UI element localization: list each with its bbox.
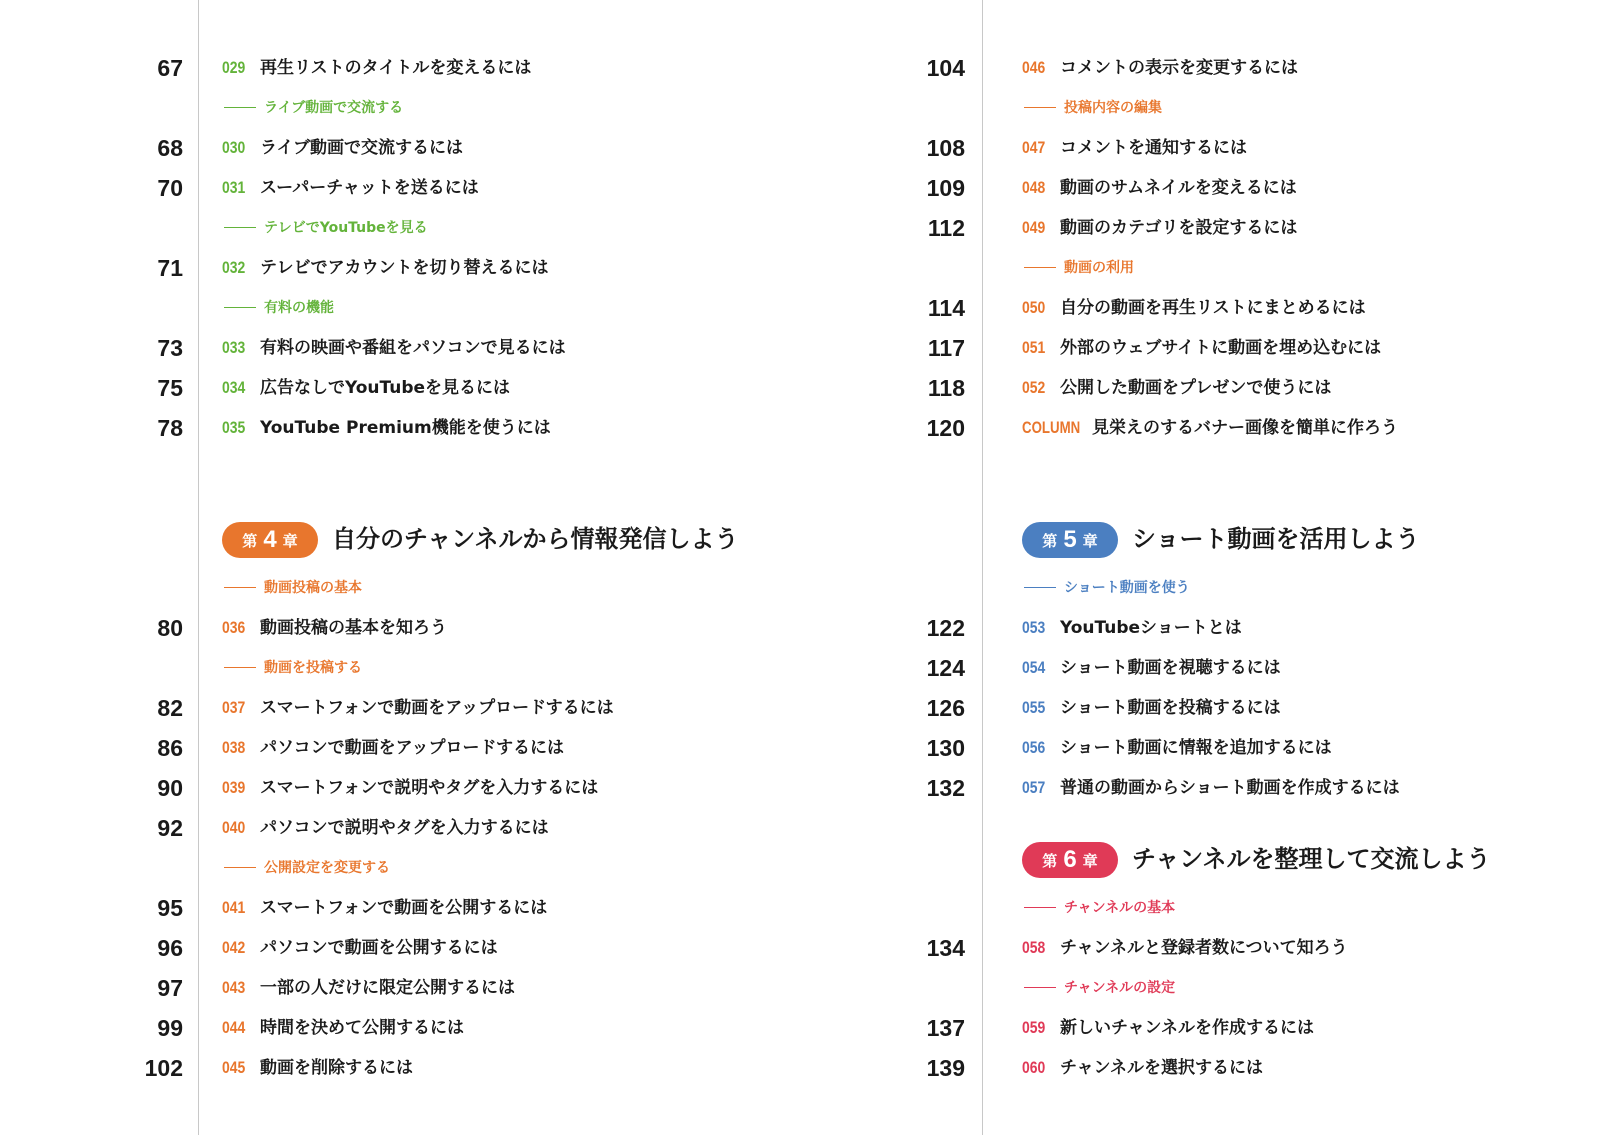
toc-entry[interactable] xyxy=(790,648,1590,688)
section-dash xyxy=(1024,987,1056,988)
section-heading xyxy=(0,88,780,128)
toc-entry[interactable] xyxy=(0,128,780,168)
item-title: 動画のカテゴリを設定するには xyxy=(1060,218,1298,238)
section-dash xyxy=(1024,587,1056,588)
page-number: 118 xyxy=(927,375,965,401)
chapter-badge xyxy=(222,522,318,558)
toc-entry[interactable] xyxy=(790,128,1590,168)
item-number: 051 xyxy=(1022,338,1046,357)
page-number: 67 xyxy=(157,55,183,81)
section-heading xyxy=(0,568,780,608)
page-number: 71 xyxy=(157,255,183,281)
toc-entry[interactable] xyxy=(0,1048,780,1088)
item-number: 036 xyxy=(222,618,246,637)
item-number: 047 xyxy=(1022,138,1046,157)
item-title: 公開した動画をプレゼンで使うには xyxy=(1060,378,1332,398)
toc-entry[interactable] xyxy=(0,368,780,408)
page-number: 126 xyxy=(926,695,965,721)
chapter-badge-suffix: 章 xyxy=(1082,851,1098,870)
toc-entry[interactable] xyxy=(0,608,780,648)
item-number: 038 xyxy=(222,738,246,757)
toc-entry[interactable] xyxy=(790,368,1590,408)
item-number: 035 xyxy=(222,418,246,437)
toc-entry[interactable] xyxy=(0,1008,780,1048)
section-title: 動画の利用 xyxy=(1064,260,1134,276)
item-title: 外部のウェブサイトに動画を埋め込むには xyxy=(1060,338,1382,358)
page-number: 124 xyxy=(926,655,965,681)
toc-entry[interactable] xyxy=(790,928,1590,968)
item-number: 040 xyxy=(222,818,246,837)
item-title: パソコンで説明やタグを入力するには xyxy=(260,818,549,838)
page-number: 137 xyxy=(926,1015,965,1041)
item-number: 033 xyxy=(222,338,246,357)
item-title: ショート動画を視聴するには xyxy=(1060,658,1281,678)
page-number: 134 xyxy=(926,935,965,961)
chapter-badge-suffix: 章 xyxy=(282,531,298,550)
page-number: 73 xyxy=(157,335,183,361)
item-title: YouTubeショートとは xyxy=(1060,618,1242,638)
chapter-badge-prefix: 第 xyxy=(242,531,258,550)
section-dash xyxy=(1024,267,1056,268)
item-number: 059 xyxy=(1022,1018,1046,1037)
chapter-number: 4 xyxy=(263,526,277,553)
toc-entry[interactable] xyxy=(790,288,1590,328)
item-number: 030 xyxy=(222,138,246,157)
section-heading xyxy=(790,968,1590,1008)
toc-entry[interactable] xyxy=(790,688,1590,728)
toc-entry[interactable] xyxy=(790,768,1590,808)
item-number: 042 xyxy=(222,938,246,957)
page-number: 82 xyxy=(157,695,183,721)
page-number: 70 xyxy=(157,175,183,201)
section-title: チャンネルの設定 xyxy=(1064,980,1176,996)
section-title: ショート動画を使う xyxy=(1064,580,1190,596)
section-title: 動画投稿の基本 xyxy=(264,580,362,596)
item-number: 058 xyxy=(1022,938,1046,957)
item-title: ショート動画を投稿するには xyxy=(1060,698,1281,718)
page-number: 102 xyxy=(144,1055,183,1081)
item-number: 044 xyxy=(222,1018,246,1037)
toc-right-column xyxy=(790,48,1590,1088)
page-number: 122 xyxy=(926,615,965,641)
item-number: 053 xyxy=(1022,618,1046,637)
toc-entry[interactable] xyxy=(0,888,780,928)
chapter-title: ショート動画を活用しよう xyxy=(1132,525,1420,553)
item-number: 034 xyxy=(222,378,246,397)
page-number: 109 xyxy=(926,175,965,201)
toc-entry[interactable] xyxy=(0,248,780,288)
page-number: 97 xyxy=(157,975,183,1001)
item-title: スーパーチャットを送るには xyxy=(260,178,479,198)
toc-entry[interactable] xyxy=(0,48,780,88)
toc-entry[interactable] xyxy=(790,48,1590,88)
chapter-badge xyxy=(1022,522,1118,558)
section-dash xyxy=(224,667,256,668)
item-title: スマートフォンで説明やタグを入力するには xyxy=(260,778,599,798)
section-dash xyxy=(224,867,256,868)
page-number: 86 xyxy=(157,735,183,761)
section-heading xyxy=(790,888,1590,928)
chapter-heading xyxy=(790,448,1590,568)
chapter-badge-prefix: 第 xyxy=(1042,531,1058,550)
item-number: 046 xyxy=(1022,58,1046,77)
item-title: 自分の動画を再生リストにまとめるには xyxy=(1060,298,1366,318)
item-title: テレビでアカウントを切り替えるには xyxy=(260,258,549,278)
toc-left-column xyxy=(0,48,780,1088)
item-number: 055 xyxy=(1022,698,1046,717)
item-title: スマートフォンで動画をアップロードするには xyxy=(260,698,614,718)
chapter-number: 5 xyxy=(1063,526,1077,553)
page-number: 108 xyxy=(926,135,965,161)
item-title: 再生リストのタイトルを変えるには xyxy=(260,58,532,78)
item-title: コメントの表示を変更するには xyxy=(1060,58,1298,78)
page-number: 90 xyxy=(157,775,183,801)
item-title: ライブ動画で交流するには xyxy=(260,138,463,158)
section-heading xyxy=(0,848,780,888)
item-number: 052 xyxy=(1022,378,1046,397)
section-heading xyxy=(0,288,780,328)
item-number: 048 xyxy=(1022,178,1046,197)
item-number: 031 xyxy=(222,178,246,197)
item-title: スマートフォンで動画を公開するには xyxy=(260,898,548,918)
item-title: 新しいチャンネルを作成するには xyxy=(1060,1018,1314,1038)
toc-entry[interactable] xyxy=(0,808,780,848)
page-number: 132 xyxy=(926,775,965,801)
chapter-title: チャンネルを整理して交流しよう xyxy=(1132,845,1491,873)
item-number: 049 xyxy=(1022,218,1046,237)
page-number: 80 xyxy=(157,615,183,641)
section-dash xyxy=(224,307,256,308)
chapter-heading xyxy=(790,808,1590,888)
section-dash xyxy=(224,107,256,108)
item-title: チャンネルと登録者数について知ろう xyxy=(1060,938,1348,958)
item-title: パソコンで動画をアップロードするには xyxy=(260,738,564,758)
item-title: 動画を削除するには xyxy=(260,1058,413,1078)
item-title: 時間を決めて公開するには xyxy=(260,1018,464,1038)
page-number: 120 xyxy=(926,415,965,441)
page-number: 139 xyxy=(926,1055,965,1081)
item-number: 039 xyxy=(222,778,246,797)
toc-entry[interactable] xyxy=(0,768,780,808)
chapter-heading xyxy=(0,448,780,568)
toc-entry[interactable] xyxy=(790,1008,1590,1048)
toc-entry[interactable] xyxy=(0,408,780,448)
page-number: 112 xyxy=(927,215,965,241)
section-title: チャンネルの基本 xyxy=(1064,900,1176,916)
page-number: 92 xyxy=(157,815,183,841)
page-number: 104 xyxy=(926,55,965,81)
item-title: 有料の映画や番組をパソコンで見るには xyxy=(260,338,566,358)
section-title: 投稿内容の編集 xyxy=(1064,100,1162,116)
item-title: パソコンで動画を公開するには xyxy=(260,938,498,958)
section-dash xyxy=(224,587,256,588)
toc-entry[interactable] xyxy=(0,688,780,728)
toc-entry[interactable] xyxy=(0,328,780,368)
toc-entry[interactable] xyxy=(0,728,780,768)
chapter-badge xyxy=(1022,842,1118,878)
page-number: 75 xyxy=(157,375,183,401)
item-number: 037 xyxy=(222,698,246,717)
section-heading xyxy=(790,568,1590,608)
item-number: 056 xyxy=(1022,738,1046,757)
chapter-badge-suffix: 章 xyxy=(1082,531,1098,550)
page-number: 68 xyxy=(157,135,183,161)
chapter-badge-prefix: 第 xyxy=(1042,851,1058,870)
section-heading xyxy=(0,648,780,688)
item-title: 動画のサムネイルを変えるには xyxy=(1060,178,1297,198)
item-title: 広告なしでYouTubeを見るには xyxy=(260,378,511,398)
page-number: 130 xyxy=(926,735,965,761)
page-number: 78 xyxy=(157,415,183,441)
page-number: 117 xyxy=(927,335,965,361)
section-title: テレビでYouTubeを見る xyxy=(264,220,428,236)
toc-entry[interactable] xyxy=(790,328,1590,368)
item-title: 一部の人だけに限定公開するには xyxy=(260,978,515,998)
toc-entry[interactable] xyxy=(790,168,1590,208)
item-number: 045 xyxy=(222,1058,246,1077)
toc-entry[interactable] xyxy=(790,608,1590,648)
item-number: 050 xyxy=(1022,298,1046,317)
item-title: ショート動画に情報を追加するには xyxy=(1060,738,1332,758)
toc-entry[interactable] xyxy=(0,968,780,1008)
section-title: 動画を投稿する xyxy=(264,660,362,676)
toc-entry[interactable] xyxy=(0,168,780,208)
item-title: チャンネルを選択するには xyxy=(1060,1058,1263,1078)
item-number: 057 xyxy=(1022,778,1046,797)
toc-entry[interactable] xyxy=(790,408,1590,448)
section-heading xyxy=(0,208,780,248)
item-title: 見栄えのするバナー画像を簡単に作ろう xyxy=(1092,418,1398,438)
item-title: 動画投稿の基本を知ろう xyxy=(260,618,447,638)
section-title: ライブ動画で交流する xyxy=(264,100,404,116)
item-number: 041 xyxy=(222,898,246,917)
chapter-number: 6 xyxy=(1063,846,1077,873)
item-title: 普通の動画からショート動画を作成するには xyxy=(1060,778,1400,798)
section-title: 公開設定を変更する xyxy=(264,860,390,876)
toc-entry[interactable] xyxy=(790,208,1590,248)
item-number: 054 xyxy=(1022,658,1046,677)
section-title: 有料の機能 xyxy=(264,300,334,316)
page-number: 114 xyxy=(927,295,965,321)
item-title: コメントを通知するには xyxy=(1060,138,1247,158)
item-number: 032 xyxy=(222,258,246,277)
section-dash xyxy=(1024,907,1056,908)
toc-entry[interactable] xyxy=(790,728,1590,768)
column-label: COLUMN xyxy=(1022,418,1081,437)
section-heading xyxy=(790,88,1590,128)
section-dash xyxy=(1024,107,1056,108)
page-number: 96 xyxy=(157,935,183,961)
item-number: 043 xyxy=(222,978,246,997)
section-heading xyxy=(790,248,1590,288)
page-number: 99 xyxy=(157,1015,183,1041)
toc-entry[interactable] xyxy=(0,928,780,968)
item-title: YouTube Premium機能を使うには xyxy=(260,418,551,438)
chapter-title: 自分のチャンネルから情報発信しよう xyxy=(332,525,739,553)
item-number: 060 xyxy=(1022,1058,1046,1077)
page-number: 95 xyxy=(157,895,183,921)
item-number: 029 xyxy=(222,58,246,77)
toc-entry[interactable] xyxy=(790,1048,1590,1088)
section-dash xyxy=(224,227,256,228)
